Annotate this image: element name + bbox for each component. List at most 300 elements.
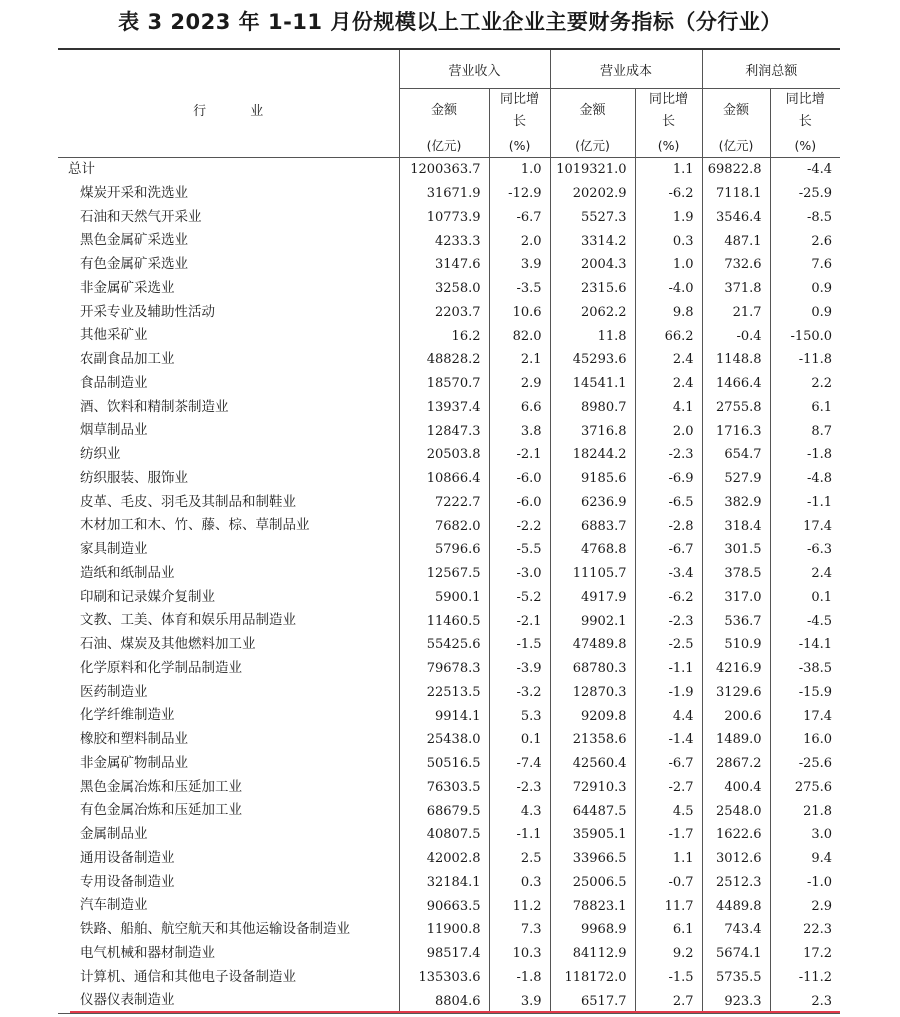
profit-growth-cell: -4.5 xyxy=(770,609,840,633)
cost-growth-cell: -6.5 xyxy=(635,491,702,515)
cost-growth-cell: -1.4 xyxy=(635,728,702,752)
cost-amount-cell: 9185.6 xyxy=(550,467,635,491)
revenue-growth-cell: -1.5 xyxy=(489,633,550,657)
cost-growth-cell: 4.1 xyxy=(635,396,702,420)
revenue-growth-cell: -6.0 xyxy=(489,491,550,515)
table-row xyxy=(58,229,840,253)
industry-name-cell: 化学纤维制造业 xyxy=(80,707,175,724)
cost-amount-cell: 12870.3 xyxy=(550,681,635,705)
cost-amount-cell: 5527.3 xyxy=(550,206,635,230)
profit-amount-cell: 923.3 xyxy=(702,989,770,1013)
profit-amount-cell: 1622.6 xyxy=(702,823,770,847)
revenue-amount-cell: 90663.5 xyxy=(399,894,489,918)
cost-growth-cell: -6.7 xyxy=(635,538,702,562)
cost-amount-cell: 20202.9 xyxy=(550,182,635,206)
profit-amount-cell: 2548.0 xyxy=(702,799,770,823)
revenue-amount-cell: 42002.8 xyxy=(399,847,489,871)
industry-name-cell: 非金属矿物制品业 xyxy=(80,754,188,771)
profit-amount-cell: 2512.3 xyxy=(702,871,770,895)
profit-amount-cell: 4216.9 xyxy=(702,657,770,681)
revenue-amount-cell: 4233.3 xyxy=(399,229,489,253)
cost-amount-cell: 118172.0 xyxy=(550,966,635,990)
cost-amount-cell: 84112.9 xyxy=(550,942,635,966)
cost-amount-cell: 2315.6 xyxy=(550,277,635,301)
industry-header: 行 业 xyxy=(58,49,399,158)
profit-growth-cell: 0.9 xyxy=(770,277,840,301)
profit-amount-cell: 654.7 xyxy=(702,443,770,467)
cost-amount-cell: 21358.6 xyxy=(550,728,635,752)
cost-growth-cell: 2.4 xyxy=(635,348,702,372)
profit-amount-cell: 400.4 xyxy=(702,776,770,800)
table-row xyxy=(58,348,840,372)
cost-growth-cell: 1.9 xyxy=(635,206,702,230)
industry-name-cell: 食品制造业 xyxy=(80,374,148,391)
profit-growth-cell: -1.8 xyxy=(770,443,840,467)
unit-label: (亿元) xyxy=(399,133,489,158)
table-row xyxy=(58,586,840,610)
industry-name-cell: 通用设备制造业 xyxy=(80,849,175,866)
table-row xyxy=(58,799,840,823)
cost-amount-cell: 3314.2 xyxy=(550,229,635,253)
revenue-growth-cell: 5.3 xyxy=(489,704,550,728)
industry-name-cell: 纺织服装、服饰业 xyxy=(80,469,188,486)
profit-amount-cell: 4489.8 xyxy=(702,894,770,918)
profit-growth-cell: 3.0 xyxy=(770,823,840,847)
profit-growth-cell: 22.3 xyxy=(770,918,840,942)
revenue-amount-cell: 98517.4 xyxy=(399,942,489,966)
revenue-growth-cell: 82.0 xyxy=(489,324,550,348)
industry-name-cell: 其他采矿业 xyxy=(80,327,148,344)
cost-amount-cell: 6236.9 xyxy=(550,491,635,515)
cost-amount-cell: 4768.8 xyxy=(550,538,635,562)
profit-growth-cell: 8.7 xyxy=(770,419,840,443)
cost-growth-cell: 9.2 xyxy=(635,942,702,966)
cost-growth-cell: -1.9 xyxy=(635,681,702,705)
unit-label: (亿元) xyxy=(550,133,635,158)
cost-amount-cell: 78823.1 xyxy=(550,894,635,918)
revenue-amount-cell: 3147.6 xyxy=(399,253,489,277)
profit-amount-cell: 3546.4 xyxy=(702,206,770,230)
revenue-growth-cell: -2.1 xyxy=(489,609,550,633)
revenue-growth-header: 同比增 长 xyxy=(489,89,550,134)
profit-growth-cell: -11.8 xyxy=(770,348,840,372)
profit-amount-cell: 743.4 xyxy=(702,918,770,942)
profit-amount-cell: 2867.2 xyxy=(702,752,770,776)
cost-amount-cell: 25006.5 xyxy=(550,871,635,895)
revenue-amount-cell: 9914.1 xyxy=(399,704,489,728)
revenue-amount-cell: 50516.5 xyxy=(399,752,489,776)
industry-name-cell: 文教、工美、体育和娱乐用品制造业 xyxy=(80,612,296,629)
revenue-growth-cell: -5.2 xyxy=(489,586,550,610)
revenue-amount-cell: 18570.7 xyxy=(399,372,489,396)
revenue-amount-cell: 76303.5 xyxy=(399,776,489,800)
table-row xyxy=(58,158,840,182)
cost-growth-cell: 1.1 xyxy=(635,847,702,871)
unit-label: (%) xyxy=(635,133,702,158)
table-row xyxy=(58,277,840,301)
profit-growth-cell: 17.4 xyxy=(770,704,840,728)
profit-amount-cell: 382.9 xyxy=(702,491,770,515)
profit-growth-cell: -15.9 xyxy=(770,681,840,705)
revenue-amount-cell: 31671.9 xyxy=(399,182,489,206)
industry-name-cell: 黑色金属矿采选业 xyxy=(80,232,188,249)
industry-name-cell: 烟草制品业 xyxy=(80,422,148,439)
profit-growth-cell: 9.4 xyxy=(770,847,840,871)
table-header xyxy=(58,49,840,158)
profit-amount-cell: 5674.1 xyxy=(702,942,770,966)
revenue-growth-cell: 6.6 xyxy=(489,396,550,420)
profit-amount-cell: 21.7 xyxy=(702,301,770,325)
table-row xyxy=(58,419,840,443)
profit-amount-cell: 317.0 xyxy=(702,586,770,610)
profit-growth-cell: 16.0 xyxy=(770,728,840,752)
profit-amount-cell: 1489.0 xyxy=(702,728,770,752)
revenue-growth-cell: 3.8 xyxy=(489,419,550,443)
table-row xyxy=(58,562,840,586)
revenue-growth-cell: -3.5 xyxy=(489,277,550,301)
revenue-growth-cell: 2.0 xyxy=(489,229,550,253)
profit-amount-header: 金额 xyxy=(702,89,770,134)
industry-name-cell: 酒、饮料和精制茶制造业 xyxy=(80,398,229,415)
revenue-amount-cell: 5900.1 xyxy=(399,586,489,610)
revenue-amount-cell: 20503.8 xyxy=(399,443,489,467)
cost-amount-cell: 2004.3 xyxy=(550,253,635,277)
revenue-amount-cell: 7222.7 xyxy=(399,491,489,515)
table-row xyxy=(58,871,840,895)
revenue-amount-cell: 5796.6 xyxy=(399,538,489,562)
profit-growth-cell: -4.8 xyxy=(770,467,840,491)
cost-amount-cell: 6883.7 xyxy=(550,514,635,538)
revenue-growth-cell: -3.9 xyxy=(489,657,550,681)
revenue-growth-cell: -3.0 xyxy=(489,562,550,586)
unit-label: (亿元) xyxy=(702,133,770,158)
cost-amount-header: 金额 xyxy=(550,89,635,134)
industry-name-cell: 金属制品业 xyxy=(80,826,148,843)
table-row xyxy=(58,966,840,990)
revenue-growth-cell: -1.8 xyxy=(489,966,550,990)
profit-amount-cell: 200.6 xyxy=(702,704,770,728)
profit-growth-cell: 2.9 xyxy=(770,894,840,918)
revenue-growth-cell: -3.2 xyxy=(489,681,550,705)
cost-amount-cell: 35905.1 xyxy=(550,823,635,847)
profit-growth-cell: 17.4 xyxy=(770,514,840,538)
profit-amount-cell: 1466.4 xyxy=(702,372,770,396)
industry-name-cell: 煤炭开采和洗选业 xyxy=(80,184,188,201)
table-row xyxy=(58,443,840,467)
industry-name-cell: 化学原料和化学制品制造业 xyxy=(80,659,242,676)
cost-growth-cell: -6.2 xyxy=(635,182,702,206)
cost-growth-cell: -2.5 xyxy=(635,633,702,657)
industry-name-cell: 有色金属矿采选业 xyxy=(80,256,188,273)
profit-growth-cell: 17.2 xyxy=(770,942,840,966)
profit-amount-cell: -0.4 xyxy=(702,324,770,348)
cost-amount-cell: 42560.4 xyxy=(550,752,635,776)
table-body xyxy=(58,158,840,1014)
profit-amount-cell: 1716.3 xyxy=(702,419,770,443)
cost-growth-cell: -3.4 xyxy=(635,562,702,586)
revenue-group-header: 营业收入 xyxy=(399,49,550,89)
table-row xyxy=(58,253,840,277)
industry-name-cell: 家具制造业 xyxy=(80,541,148,558)
profit-amount-cell: 3012.6 xyxy=(702,847,770,871)
industry-name-cell: 木材加工和木、竹、藤、棕、草制品业 xyxy=(80,517,310,534)
profit-growth-cell: -4.4 xyxy=(770,158,840,182)
cost-growth-cell: -2.8 xyxy=(635,514,702,538)
cost-amount-cell: 1019321.0 xyxy=(550,158,635,182)
table-row xyxy=(58,301,840,325)
revenue-amount-cell: 11460.5 xyxy=(399,609,489,633)
industry-name-cell: 造纸和纸制品业 xyxy=(80,564,175,581)
cost-growth-cell: 0.3 xyxy=(635,229,702,253)
profit-growth-cell: 2.4 xyxy=(770,562,840,586)
profit-growth-cell: 0.9 xyxy=(770,301,840,325)
revenue-growth-cell: 11.2 xyxy=(489,894,550,918)
table-row xyxy=(58,894,840,918)
profit-amount-cell: 510.9 xyxy=(702,633,770,657)
cost-growth-cell: 4.5 xyxy=(635,799,702,823)
industry-name-cell: 计算机、通信和其他电子设备制造业 xyxy=(80,968,296,985)
cost-growth-cell: -6.9 xyxy=(635,467,702,491)
industry-name-cell: 铁路、船舶、航空航天和其他运输设备制造业 xyxy=(80,921,350,938)
unit-label: (%) xyxy=(770,133,840,158)
profit-growth-cell: 6.1 xyxy=(770,396,840,420)
table-row xyxy=(58,704,840,728)
cost-growth-cell: 66.2 xyxy=(635,324,702,348)
profit-amount-cell: 487.1 xyxy=(702,229,770,253)
cost-growth-cell: 11.7 xyxy=(635,894,702,918)
revenue-amount-cell: 3258.0 xyxy=(399,277,489,301)
profit-growth-cell: 21.8 xyxy=(770,799,840,823)
revenue-amount-cell: 2203.7 xyxy=(399,301,489,325)
unit-label: (%) xyxy=(489,133,550,158)
revenue-amount-cell: 10773.9 xyxy=(399,206,489,230)
industry-name-cell: 仪器仪表制造业 xyxy=(58,989,399,1013)
industry-name-cell: 纺织业 xyxy=(80,446,121,463)
revenue-growth-cell: 10.6 xyxy=(489,301,550,325)
cost-growth-cell: -0.7 xyxy=(635,871,702,895)
revenue-amount-cell: 11900.8 xyxy=(399,918,489,942)
revenue-amount-cell: 13937.4 xyxy=(399,396,489,420)
profit-growth-cell: 2.6 xyxy=(770,229,840,253)
revenue-growth-cell: -7.4 xyxy=(489,752,550,776)
table-row xyxy=(58,633,840,657)
industry-name-cell: 石油、煤炭及其他燃料加工业 xyxy=(80,636,256,653)
table-row xyxy=(58,776,840,800)
revenue-amount-cell: 12567.5 xyxy=(399,562,489,586)
profit-growth-cell: -8.5 xyxy=(770,206,840,230)
profit-growth-cell: -14.1 xyxy=(770,633,840,657)
table-row xyxy=(58,467,840,491)
profit-growth-cell: 2.2 xyxy=(770,372,840,396)
table-row xyxy=(58,182,840,206)
industry-name-cell: 石油和天然气开采业 xyxy=(80,208,202,225)
cost-amount-cell: 4917.9 xyxy=(550,586,635,610)
industry-name-cell: 非金属矿采选业 xyxy=(80,279,175,296)
cost-amount-cell: 9902.1 xyxy=(550,609,635,633)
table-row xyxy=(58,491,840,515)
cost-growth-cell: -2.3 xyxy=(635,609,702,633)
cost-growth-cell: -4.0 xyxy=(635,277,702,301)
revenue-amount-cell: 7682.0 xyxy=(399,514,489,538)
table-row xyxy=(58,752,840,776)
cost-amount-cell: 33966.5 xyxy=(550,847,635,871)
revenue-growth-cell: -12.9 xyxy=(489,182,550,206)
table-row xyxy=(58,206,840,230)
cost-growth-cell: -6.7 xyxy=(635,752,702,776)
table-row xyxy=(58,989,840,1013)
profit-amount-cell: 69822.8 xyxy=(702,158,770,182)
profit-amount-cell: 318.4 xyxy=(702,514,770,538)
profit-amount-cell: 1148.8 xyxy=(702,348,770,372)
profit-growth-cell: -6.3 xyxy=(770,538,840,562)
cost-growth-cell: 2.0 xyxy=(635,419,702,443)
cost-growth-cell: -2.7 xyxy=(635,776,702,800)
revenue-amount-cell: 25438.0 xyxy=(399,728,489,752)
revenue-growth-cell: 0.3 xyxy=(489,871,550,895)
revenue-amount-cell: 32184.1 xyxy=(399,871,489,895)
industry-name-cell: 医药制造业 xyxy=(80,683,148,700)
table-row xyxy=(58,918,840,942)
table-row xyxy=(58,609,840,633)
table-row xyxy=(58,823,840,847)
profit-growth-cell: -150.0 xyxy=(770,324,840,348)
revenue-growth-cell: 2.5 xyxy=(489,847,550,871)
profit-amount-cell: 371.8 xyxy=(702,277,770,301)
industry-name-cell: 有色金属冶炼和压延加工业 xyxy=(80,802,242,819)
profit-growth-cell: -11.2 xyxy=(770,966,840,990)
revenue-amount-cell: 10866.4 xyxy=(399,467,489,491)
table-row xyxy=(58,728,840,752)
cost-growth-cell: 1.0 xyxy=(635,253,702,277)
revenue-amount-cell: 16.2 xyxy=(399,324,489,348)
revenue-amount-cell: 22513.5 xyxy=(399,681,489,705)
table-row xyxy=(58,681,840,705)
revenue-amount-cell: 55425.6 xyxy=(399,633,489,657)
table-row xyxy=(58,538,840,562)
profit-amount-cell: 732.6 xyxy=(702,253,770,277)
profit-growth-cell: 2.3 xyxy=(770,989,840,1013)
revenue-amount-cell: 40807.5 xyxy=(399,823,489,847)
cost-growth-cell: -1.7 xyxy=(635,823,702,847)
industry-name-cell: 开采专业及辅助性活动 xyxy=(80,303,215,320)
table-row xyxy=(58,847,840,871)
profit-growth-cell: 275.6 xyxy=(770,776,840,800)
cost-growth-cell: 4.4 xyxy=(635,704,702,728)
revenue-amount-cell: 135303.6 xyxy=(399,966,489,990)
cost-amount-cell: 11.8 xyxy=(550,324,635,348)
cost-amount-cell: 18244.2 xyxy=(550,443,635,467)
table-row xyxy=(58,396,840,420)
industry-name-cell: 黑色金属冶炼和压延加工业 xyxy=(80,778,242,795)
cost-growth-header: 同比增 长 xyxy=(635,89,702,134)
profit-growth-cell: -1.0 xyxy=(770,871,840,895)
revenue-amount-cell: 79678.3 xyxy=(399,657,489,681)
revenue-growth-cell: 1.0 xyxy=(489,158,550,182)
profit-amount-cell: 527.9 xyxy=(702,467,770,491)
cost-growth-cell: 6.1 xyxy=(635,918,702,942)
cost-growth-cell: -6.2 xyxy=(635,586,702,610)
revenue-growth-cell: 3.9 xyxy=(489,989,550,1013)
revenue-growth-cell: -2.1 xyxy=(489,443,550,467)
cost-amount-cell: 72910.3 xyxy=(550,776,635,800)
cost-growth-cell: 9.8 xyxy=(635,301,702,325)
industry-name-cell: 专用设备制造业 xyxy=(80,873,175,890)
revenue-growth-cell: 3.9 xyxy=(489,253,550,277)
cost-amount-cell: 2062.2 xyxy=(550,301,635,325)
profit-amount-cell: 2755.8 xyxy=(702,396,770,420)
cost-amount-cell: 3716.8 xyxy=(550,419,635,443)
industry-name-cell: 电气机械和器材制造业 xyxy=(80,944,215,961)
table-row xyxy=(58,657,840,681)
industry-name-cell: 橡胶和塑料制品业 xyxy=(80,731,188,748)
revenue-growth-cell: -2.2 xyxy=(489,514,550,538)
table-row xyxy=(58,514,840,538)
cost-amount-cell: 68780.3 xyxy=(550,657,635,681)
profit-growth-cell: 0.1 xyxy=(770,586,840,610)
profit-group-header: 利润总额 xyxy=(702,49,840,89)
profit-growth-cell: 7.6 xyxy=(770,253,840,277)
revenue-growth-cell: 2.1 xyxy=(489,348,550,372)
revenue-growth-cell: 4.3 xyxy=(489,799,550,823)
profit-amount-cell: 301.5 xyxy=(702,538,770,562)
profit-amount-cell: 7118.1 xyxy=(702,182,770,206)
revenue-growth-cell: -6.7 xyxy=(489,206,550,230)
industry-name-cell: 总计 xyxy=(68,161,95,178)
revenue-amount-cell: 68679.5 xyxy=(399,799,489,823)
cost-amount-cell: 14541.1 xyxy=(550,372,635,396)
industry-name-cell: 皮革、毛皮、羽毛及其制品和制鞋业 xyxy=(80,493,296,510)
revenue-growth-cell: 10.3 xyxy=(489,942,550,966)
cost-amount-cell: 64487.5 xyxy=(550,799,635,823)
financial-indicators-table xyxy=(58,48,840,1014)
cost-amount-cell: 9209.8 xyxy=(550,704,635,728)
revenue-growth-cell: 2.9 xyxy=(489,372,550,396)
revenue-growth-cell: -1.1 xyxy=(489,823,550,847)
cost-amount-cell: 47489.8 xyxy=(550,633,635,657)
cost-growth-cell: 2.7 xyxy=(635,989,702,1013)
profit-growth-cell: -25.6 xyxy=(770,752,840,776)
profit-growth-cell: -38.5 xyxy=(770,657,840,681)
revenue-growth-cell: -5.5 xyxy=(489,538,550,562)
profit-growth-cell: -25.9 xyxy=(770,182,840,206)
table-title: 表 3 2023 年 1-11 月份规模以上工业企业主要财务指标（分行业） xyxy=(118,10,782,34)
cost-growth-cell: -2.3 xyxy=(635,443,702,467)
cost-amount-cell: 8980.7 xyxy=(550,396,635,420)
red-underline xyxy=(70,1011,840,1013)
cost-growth-cell: 1.1 xyxy=(635,158,702,182)
table-row xyxy=(58,324,840,348)
cost-growth-cell: -1.1 xyxy=(635,657,702,681)
revenue-amount-header: 金额 xyxy=(399,89,489,134)
cost-amount-cell: 45293.6 xyxy=(550,348,635,372)
cost-group-header: 营业成本 xyxy=(550,49,702,89)
table-row xyxy=(58,372,840,396)
cost-amount-cell: 11105.7 xyxy=(550,562,635,586)
revenue-growth-cell: -6.0 xyxy=(489,467,550,491)
industry-name-cell: 汽车制造业 xyxy=(80,897,148,914)
profit-growth-cell: -1.1 xyxy=(770,491,840,515)
revenue-growth-cell: 7.3 xyxy=(489,918,550,942)
revenue-amount-cell: 8804.6 xyxy=(399,989,489,1013)
revenue-amount-cell: 48828.2 xyxy=(399,348,489,372)
profit-amount-cell: 536.7 xyxy=(702,609,770,633)
industry-name-cell: 农副食品加工业 xyxy=(80,351,175,368)
revenue-growth-cell: -2.3 xyxy=(489,776,550,800)
profit-amount-cell: 378.5 xyxy=(702,562,770,586)
profit-growth-header: 同比增 长 xyxy=(770,89,840,134)
cost-amount-cell: 9968.9 xyxy=(550,918,635,942)
revenue-amount-cell: 12847.3 xyxy=(399,419,489,443)
